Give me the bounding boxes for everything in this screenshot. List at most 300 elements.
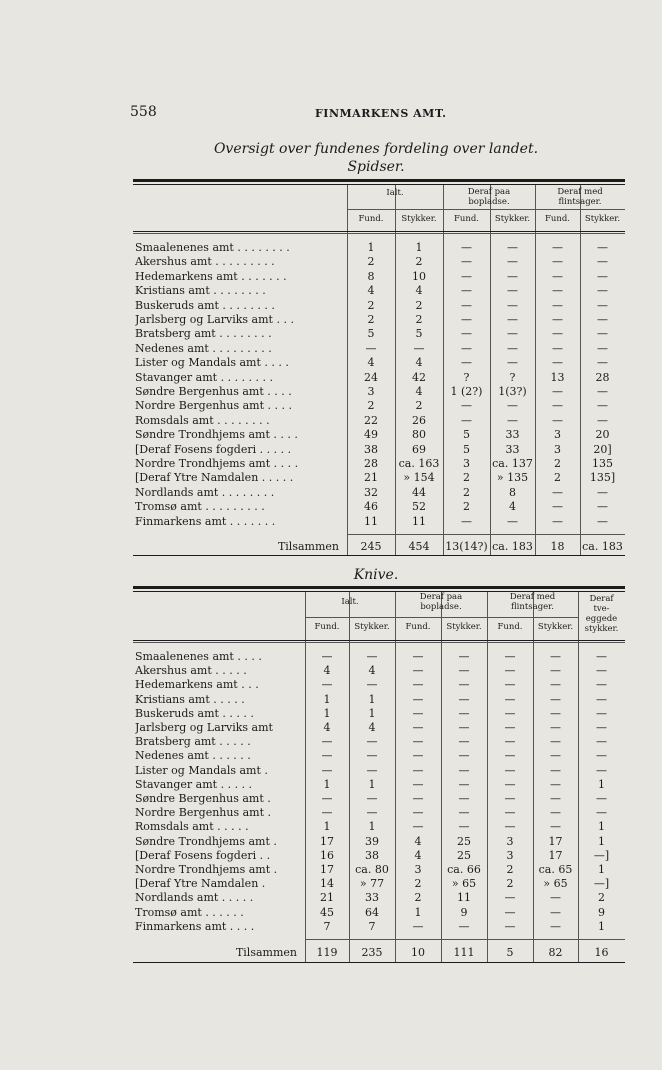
table-cell: — bbox=[550, 678, 561, 692]
table-cell: — bbox=[504, 692, 516, 706]
table-cell: — bbox=[321, 792, 333, 805]
table-cell: — bbox=[504, 706, 516, 720]
table-cell: 39 bbox=[365, 834, 379, 848]
table-cell: » 154 bbox=[403, 471, 435, 485]
table-cell: — bbox=[366, 792, 378, 805]
table-cell: — bbox=[412, 763, 424, 777]
table-cell: — bbox=[458, 792, 470, 805]
table-cell: 135 bbox=[592, 457, 613, 470]
row-label: Nordlands amt . . . . . bbox=[135, 891, 254, 905]
table-cell: — bbox=[550, 692, 561, 706]
table-cell: » 65 bbox=[451, 877, 477, 891]
table-cell: — bbox=[366, 749, 378, 763]
table-cell: 17 bbox=[548, 848, 563, 862]
table-cell: — bbox=[412, 792, 424, 805]
total-cell: 119 bbox=[316, 946, 338, 959]
table-cell: — bbox=[596, 650, 607, 663]
row-label: Buskeruds amt . . . . . . . . bbox=[135, 298, 275, 312]
row-label: Nordre Trondhjems amt . . . . bbox=[135, 457, 299, 470]
table-cell: — bbox=[504, 919, 516, 933]
table-cell: 9 bbox=[460, 905, 468, 919]
column-header: Fund. bbox=[314, 622, 340, 632]
table-cell: — bbox=[504, 735, 516, 749]
row-label: Stavanger amt . . . . . . . . bbox=[135, 370, 274, 384]
total-rule bbox=[347, 534, 625, 535]
column-header: Fund. bbox=[497, 622, 523, 632]
table-cell: 4 bbox=[368, 721, 376, 734]
group-header: Ialt. bbox=[341, 597, 359, 607]
table-cell: 1 bbox=[598, 834, 605, 848]
table-cell: 3 bbox=[414, 863, 422, 876]
table-cell: ? bbox=[509, 370, 516, 384]
table-cell: 3 bbox=[554, 442, 561, 456]
table-cell: — bbox=[596, 692, 607, 706]
table-cell: 33 bbox=[505, 442, 520, 456]
table-cell: 4 bbox=[415, 385, 423, 398]
table-cell: — bbox=[552, 356, 563, 370]
column-header: Stykker. bbox=[401, 214, 437, 224]
table-cell: — bbox=[596, 749, 607, 763]
total-cell: 13(14?) bbox=[445, 540, 488, 553]
table-cell: 1 bbox=[368, 777, 376, 791]
group-header: Deraf med flintsager. bbox=[557, 187, 603, 207]
table-cell: 3 bbox=[506, 848, 514, 862]
row-label: Tromsø amt . . . . . . bbox=[135, 905, 244, 919]
column-header: Stykker. bbox=[537, 622, 574, 632]
table-cell: — bbox=[552, 313, 563, 326]
table-cell: 11 bbox=[412, 514, 426, 528]
total-cell: 18 bbox=[550, 540, 565, 553]
top-rule bbox=[133, 586, 625, 589]
table-cell: 2 bbox=[415, 399, 423, 413]
running-title: FINMARKENS AMT. bbox=[315, 107, 447, 120]
table-cell: — bbox=[458, 706, 470, 720]
table-cell: 20 bbox=[595, 428, 610, 442]
row-label: Lister og Mandals amt . . . . bbox=[135, 356, 289, 370]
table-cell: — bbox=[504, 763, 516, 777]
table-cell: — bbox=[507, 413, 518, 427]
table-cell: 38 bbox=[364, 442, 378, 456]
table-cell: — bbox=[552, 341, 563, 355]
table-cell: 1 bbox=[368, 706, 376, 720]
total-cell: 454 bbox=[408, 540, 430, 553]
table-cell: — bbox=[412, 806, 424, 820]
table-cell: — bbox=[504, 905, 516, 919]
total-cell: ca. 183 bbox=[492, 540, 533, 553]
table-cell: — bbox=[413, 341, 425, 355]
table-cell: — bbox=[412, 650, 424, 663]
table-cell: 28 bbox=[364, 457, 378, 470]
top-rule-thin bbox=[133, 184, 625, 185]
table-cell: — bbox=[507, 356, 518, 370]
table-cell: 3 bbox=[554, 428, 561, 442]
group-header: Deraf paa bopladse. bbox=[467, 187, 511, 207]
table-cell: 22 bbox=[364, 413, 378, 427]
table-cell: 5 bbox=[367, 327, 375, 341]
column-header: Fund. bbox=[454, 214, 479, 224]
table-cell: — bbox=[321, 763, 333, 777]
table-cell: — bbox=[597, 500, 608, 514]
table-cell: 17 bbox=[320, 863, 334, 876]
table-cell: — bbox=[552, 327, 563, 341]
row-label: Jarlsberg og Larviks amt . . . bbox=[135, 313, 294, 326]
table-cell: 1 bbox=[415, 241, 423, 254]
table-cell: 3 bbox=[506, 834, 514, 848]
table-cell: — bbox=[550, 905, 561, 919]
table-cell: — bbox=[597, 399, 608, 413]
row-label: Søndre Bergenhus amt . bbox=[135, 792, 271, 805]
table-cell: 24 bbox=[364, 370, 378, 384]
row-label: Finmarkens amt . . . . . . . bbox=[135, 514, 276, 528]
table-cell: 33 bbox=[505, 428, 520, 442]
total-cell: 16 bbox=[594, 946, 609, 959]
table-cell: — bbox=[412, 735, 424, 749]
table-cell: 49 bbox=[364, 428, 378, 442]
table-cell: — bbox=[458, 806, 470, 820]
table-cell: 13 bbox=[550, 370, 565, 384]
bottom-rule bbox=[133, 555, 625, 556]
row-label: Nordre Trondhjems amt . bbox=[135, 863, 278, 876]
row-label: [Deraf Ytre Namdalen . . . . . bbox=[135, 471, 294, 485]
row-label: Nordre Bergenhus amt . . . . bbox=[135, 399, 292, 413]
table-cell: — bbox=[365, 341, 377, 355]
table-cell: — bbox=[461, 284, 472, 298]
table-cell: — bbox=[412, 749, 424, 763]
row-label: Hedemarkens amt . . . . . . . bbox=[135, 269, 287, 283]
table-cell: — bbox=[458, 820, 470, 834]
table-cell: — bbox=[458, 721, 470, 734]
group-header: Deraf paa bopladse. bbox=[419, 592, 463, 612]
table-cell: — bbox=[550, 650, 561, 663]
row-label: Nordlands amt . . . . . . . . bbox=[135, 485, 275, 499]
table-cell: — bbox=[458, 692, 470, 706]
table-cell: — bbox=[461, 514, 472, 528]
table-cell: — bbox=[552, 485, 563, 499]
table-cell: — bbox=[461, 327, 472, 341]
table-cell: 1 bbox=[414, 905, 422, 919]
row-label: Søndre Trondhjems amt . bbox=[135, 834, 277, 848]
row-label: Romsdals amt . . . . . . . . bbox=[135, 413, 270, 427]
table-cell: 1 bbox=[368, 692, 376, 706]
row-label: Akershus amt . . . . . . . . . bbox=[135, 255, 275, 269]
table-cell: — bbox=[321, 735, 333, 749]
column-header: Stykker. bbox=[446, 622, 482, 632]
table-cell: — bbox=[412, 664, 424, 678]
table-cell: — bbox=[412, 820, 424, 834]
table-cell: — bbox=[552, 399, 563, 413]
table-cell: — bbox=[597, 298, 608, 312]
table-cell: — bbox=[458, 735, 470, 749]
header-bottom-rule bbox=[133, 231, 625, 232]
table-cell: 2 bbox=[506, 863, 514, 876]
table-cell: — bbox=[458, 678, 470, 692]
row-label: Hedemarkens amt . . . bbox=[135, 678, 259, 692]
table-cell: 26 bbox=[412, 413, 426, 427]
table-cell: 4 bbox=[367, 356, 375, 370]
table-cell: 135] bbox=[589, 471, 616, 485]
table-cell: — bbox=[550, 820, 561, 834]
total-cell: 245 bbox=[360, 540, 382, 553]
header-bottom-rule bbox=[133, 233, 625, 234]
table-cell: — bbox=[366, 678, 378, 692]
table-cell: — bbox=[597, 269, 608, 283]
table-cell: 33 bbox=[365, 891, 379, 905]
table-cell: — bbox=[366, 650, 378, 663]
table-cell: 2 bbox=[415, 255, 423, 269]
table-cell: — bbox=[461, 341, 472, 355]
table-cell: — bbox=[504, 806, 516, 820]
table-cell: — bbox=[596, 706, 607, 720]
table-cell: — bbox=[552, 255, 563, 269]
table-cell: 2 bbox=[506, 877, 514, 891]
table-cell: » 65 bbox=[543, 877, 568, 891]
table-cell: — bbox=[504, 749, 516, 763]
top-rule bbox=[133, 179, 625, 182]
table-cell: 25 bbox=[457, 834, 471, 848]
table-cell: 4 bbox=[414, 834, 422, 848]
table-cell: — bbox=[504, 777, 516, 791]
table-cell: — bbox=[461, 255, 472, 269]
table-cell: — bbox=[552, 241, 563, 254]
table-cell: — bbox=[552, 284, 563, 298]
table-cell: —] bbox=[593, 848, 610, 862]
table-cell: — bbox=[597, 313, 608, 326]
table-cell: — bbox=[504, 650, 516, 663]
table-cell: — bbox=[461, 413, 472, 427]
group-header: Deraf tve- eggede stykker. bbox=[584, 594, 619, 634]
row-label: Tromsø amt . . . . . . . . . bbox=[135, 500, 265, 514]
table-cell: 4 bbox=[367, 284, 375, 298]
table-cell: 2 bbox=[598, 891, 605, 905]
table-cell: 64 bbox=[365, 905, 379, 919]
total-cell: 235 bbox=[361, 946, 383, 959]
row-label: [Deraf Fosens fogderi . . . . . bbox=[135, 442, 292, 456]
table-cell: 2 bbox=[554, 457, 561, 470]
column-header: Stykker. bbox=[584, 214, 621, 224]
column-header: Fund. bbox=[545, 214, 570, 224]
table-cell: 1(3?) bbox=[498, 385, 527, 398]
table-cell: 21 bbox=[364, 471, 378, 485]
table-cell: 10 bbox=[412, 269, 426, 283]
table-cell: — bbox=[550, 763, 561, 777]
table-cell: 5 bbox=[415, 327, 423, 341]
row-label: Søndre Bergenhus amt . . . . bbox=[135, 385, 292, 398]
table-cell: — bbox=[504, 721, 516, 734]
table-cell: 80 bbox=[412, 428, 426, 442]
table-cell: — bbox=[552, 298, 563, 312]
table-cell: — bbox=[412, 706, 424, 720]
table-cell: — bbox=[504, 664, 516, 678]
group-header: Deraf med flintsager. bbox=[509, 592, 556, 612]
table-cell: 11 bbox=[457, 891, 471, 905]
table-cell: — bbox=[597, 284, 608, 298]
row-label: Jarlsberg og Larviks amt bbox=[135, 721, 273, 734]
row-label: [Deraf Ytre Namdalen . bbox=[135, 877, 266, 891]
table-cell: — bbox=[597, 413, 608, 427]
table-cell: ca. 80 bbox=[355, 863, 389, 876]
table-cell: 17 bbox=[548, 834, 563, 848]
table-cell: — bbox=[550, 919, 561, 933]
table-cell: » 77 bbox=[359, 877, 385, 891]
table-cell: 8 bbox=[367, 269, 375, 283]
table-cell: — bbox=[597, 356, 608, 370]
table-cell: — bbox=[596, 763, 607, 777]
table-cell: 9 bbox=[598, 905, 605, 919]
table-cell: 14 bbox=[320, 877, 334, 891]
table-cell: — bbox=[597, 327, 608, 341]
table-cell: 5 bbox=[463, 428, 470, 442]
table-cell: — bbox=[461, 241, 472, 254]
table-cell: — bbox=[412, 692, 424, 706]
table-cell: 17 bbox=[320, 834, 334, 848]
table-cell: — bbox=[321, 749, 333, 763]
row-label: Lister og Mandals amt . bbox=[135, 763, 268, 777]
table-cell: 2 bbox=[414, 891, 422, 905]
table-cell: — bbox=[597, 385, 608, 398]
column-header: Stykker. bbox=[494, 214, 531, 224]
table-cell: — bbox=[504, 792, 516, 805]
table-cell: — bbox=[412, 919, 424, 933]
table-cell: — bbox=[507, 399, 518, 413]
table-cell: — bbox=[597, 255, 608, 269]
table-cell: 1 bbox=[598, 919, 605, 933]
table-cell: — bbox=[596, 792, 607, 805]
table-cell: 2 bbox=[415, 298, 423, 312]
row-label: Smaalenenes amt . . . . . . . . bbox=[135, 241, 290, 254]
table-cell: 21 bbox=[320, 891, 334, 905]
table-cell: — bbox=[550, 777, 561, 791]
table-cell: — bbox=[458, 777, 470, 791]
row-label: Smaalenenes amt . . . . bbox=[135, 650, 262, 663]
table-cell: 1 bbox=[367, 241, 375, 254]
table-cell: — bbox=[596, 664, 607, 678]
total-cell: ca. 183 bbox=[582, 540, 623, 553]
table-cell: — bbox=[412, 721, 424, 734]
column-header: Fund. bbox=[405, 622, 431, 632]
table-cell: ca. 65 bbox=[538, 863, 573, 876]
total-label: Tilsammen bbox=[235, 946, 297, 959]
table-cell: — bbox=[366, 735, 378, 749]
group-header: Ialt. bbox=[386, 188, 404, 198]
table-cell: ca. 66 bbox=[447, 863, 481, 876]
table-cell: — bbox=[596, 721, 607, 734]
table-cell: ca. 163 bbox=[398, 457, 440, 470]
table-cell: 32 bbox=[364, 485, 378, 499]
table-cell: — bbox=[552, 269, 563, 283]
header-bottom-rule bbox=[133, 642, 625, 643]
row-label: Stavanger amt . . . . . bbox=[135, 777, 253, 791]
table-cell: 2 bbox=[554, 471, 561, 485]
table-cell: 4 bbox=[415, 284, 423, 298]
table-cell: 1 bbox=[598, 863, 605, 876]
table-cell: — bbox=[461, 399, 472, 413]
table-cell: 1 bbox=[323, 777, 331, 791]
table-cell: — bbox=[458, 650, 470, 663]
table-cell: — bbox=[458, 919, 470, 933]
table-cell: — bbox=[461, 298, 472, 312]
table-cell: — bbox=[552, 385, 563, 398]
table-cell: 1 (2?) bbox=[450, 385, 483, 398]
table-cell: — bbox=[507, 341, 518, 355]
table-cell: 2 bbox=[415, 313, 423, 326]
table-cell: 4 bbox=[323, 664, 331, 678]
table-cell: — bbox=[458, 664, 470, 678]
row-label: Nedenes amt . . . . . . bbox=[135, 749, 251, 763]
header-divider bbox=[347, 209, 625, 210]
table-cell: 28 bbox=[595, 370, 610, 384]
table-title: Oversigt over fundenes fordeling over landet. bbox=[213, 141, 539, 157]
row-label: [Deraf Fosens fogderi . . bbox=[135, 848, 271, 862]
spidser-subtitle: Spidser. bbox=[347, 159, 405, 175]
table-cell: — bbox=[550, 706, 561, 720]
table-cell: — bbox=[550, 749, 561, 763]
table-cell: — bbox=[458, 763, 470, 777]
row-label: Bratsberg amt . . . . . bbox=[135, 735, 251, 749]
table-cell: — bbox=[321, 678, 333, 692]
table-cell: — bbox=[504, 820, 516, 834]
table-cell: 7 bbox=[368, 919, 376, 933]
table-cell: — bbox=[596, 735, 607, 749]
table-cell: 4 bbox=[323, 721, 331, 734]
table-cell: — bbox=[552, 413, 563, 427]
bottom-rule bbox=[133, 962, 625, 963]
table-cell: —] bbox=[593, 877, 610, 891]
total-cell: 10 bbox=[411, 946, 425, 959]
table-cell: 4 bbox=[368, 664, 376, 678]
table-cell: — bbox=[550, 721, 561, 734]
table-cell: 3 bbox=[463, 457, 470, 470]
total-cell: 82 bbox=[548, 946, 563, 959]
table-cell: 16 bbox=[320, 848, 334, 862]
table-cell: 1 bbox=[323, 706, 331, 720]
table-cell: 2 bbox=[367, 399, 375, 413]
row-label: Søndre Trondhjems amt . . . . bbox=[135, 428, 298, 442]
table-cell: 2 bbox=[463, 485, 470, 499]
table-cell: 2 bbox=[414, 877, 422, 891]
table-cell: — bbox=[597, 514, 608, 528]
total-label: Tilsammen bbox=[277, 540, 339, 553]
header-bottom-rule bbox=[133, 640, 625, 641]
table-cell: — bbox=[597, 241, 608, 254]
table-cell: 20] bbox=[593, 442, 612, 456]
table-cell: 52 bbox=[412, 500, 426, 514]
table-cell: 5 bbox=[463, 442, 470, 456]
table-cell: 2 bbox=[463, 500, 470, 514]
table-cell: 25 bbox=[457, 848, 471, 862]
table-cell: — bbox=[550, 806, 561, 820]
table-cell: — bbox=[552, 514, 563, 528]
table-cell: — bbox=[507, 514, 518, 528]
table-cell: 2 bbox=[463, 471, 470, 485]
table-cell: 11 bbox=[364, 514, 378, 528]
table-cell: — bbox=[461, 313, 472, 326]
table-cell: — bbox=[507, 255, 518, 269]
spidser-table bbox=[133, 179, 625, 557]
table-cell: 45 bbox=[320, 905, 334, 919]
table-cell: — bbox=[507, 327, 518, 341]
table-cell: — bbox=[552, 500, 563, 514]
row-label: Bratsberg amt . . . . . . . . bbox=[135, 327, 272, 341]
knive-table bbox=[133, 586, 625, 966]
table-cell: 46 bbox=[364, 500, 378, 514]
table-cell: — bbox=[366, 763, 378, 777]
table-cell: 4 bbox=[414, 848, 422, 862]
column-header: Stykker. bbox=[354, 622, 390, 632]
row-label: Nedenes amt . . . . . . . . . bbox=[135, 341, 272, 355]
table-cell: — bbox=[597, 485, 608, 499]
header-divider bbox=[305, 617, 578, 618]
table-cell: — bbox=[412, 777, 424, 791]
